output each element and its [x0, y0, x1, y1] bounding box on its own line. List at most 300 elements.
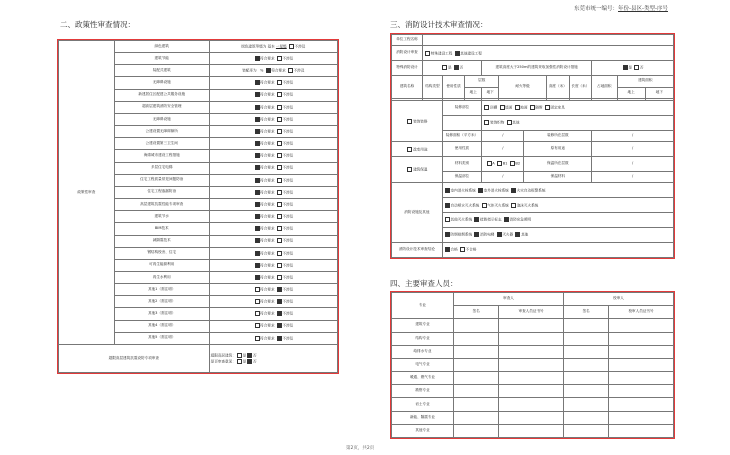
reviewers-grid — [391, 292, 674, 438]
decoration-parts-options1 — [482, 101, 674, 116]
class-b1-checkbox[interactable] — [497, 161, 502, 166]
policy-item-label: 再生水利用 — [114, 271, 209, 283]
original-use-value[interactable]: / — [592, 142, 674, 157]
major-label: 勘察专业 — [392, 385, 454, 398]
outdoor-hydrant-checkbox[interactable] — [478, 188, 483, 193]
comply-checkbox[interactable] — [255, 92, 260, 97]
evac-sign-label: 疏散指示标志 — [480, 217, 502, 222]
reviewer-cert-cell[interactable] — [499, 424, 564, 437]
foam-extinguish-checkbox[interactable] — [511, 203, 516, 208]
policy-item-a: 符合要求 — [260, 299, 275, 304]
special-design-no: 否 — [459, 65, 464, 70]
col-floors: 层数 — [465, 76, 499, 87]
policy-item-b: 不涉及 — [282, 323, 294, 328]
reviewer-sign-cell[interactable] — [454, 358, 499, 371]
reviewer-cert-cell[interactable] — [499, 398, 564, 411]
policy-item-options — [209, 41, 337, 53]
policy-item-label: 绿色建筑 — [114, 41, 209, 53]
high-building-yes: 是 — [628, 65, 632, 70]
unit-name-label: 单位工程名称 — [392, 35, 423, 46]
comply-checkbox[interactable] — [255, 311, 260, 316]
use-nature-label: 使用性质 — [442, 142, 481, 157]
comply-checkbox[interactable] — [255, 80, 260, 85]
original-use-label: 原有用途 — [524, 142, 592, 157]
comply-checkbox[interactable] — [255, 251, 260, 256]
extinguisher-label: 灭火器 — [502, 232, 514, 237]
conclusion-options — [442, 242, 673, 257]
policy-item-options — [209, 150, 337, 162]
policy-item-options — [209, 259, 337, 271]
checker-sign-cell[interactable] — [564, 372, 609, 385]
policy-item-options — [209, 77, 337, 89]
policy-item-b: 不涉及 — [282, 238, 294, 243]
decoration-floor-label: 装修所在层数 — [524, 130, 592, 141]
seismic-q1-yes-checkbox[interactable] — [237, 353, 242, 358]
insulation-part-value[interactable]: / — [482, 172, 524, 183]
policy-item-b: 不涉及 — [293, 68, 305, 73]
use-nature-value[interactable]: / — [482, 142, 524, 157]
policy-item-b: 不涉及 — [282, 141, 294, 146]
insulation-floor-value[interactable]: / — [592, 157, 674, 172]
policy-item-label: 高层建筑抗震性能专项审查 — [114, 199, 209, 211]
insulation-checkbox[interactable] — [407, 167, 412, 172]
decoration-parts-options2 — [482, 116, 674, 131]
material-class-label: 材料类别 — [442, 157, 481, 172]
wall-checkbox[interactable] — [500, 105, 505, 110]
change-use-text: 改变用途 — [413, 147, 428, 152]
policy-item-pct: % — [260, 68, 264, 73]
policy-item-b: 不涉及 — [282, 336, 294, 341]
comply-checkbox[interactable] — [255, 238, 260, 243]
special-project-label: 特殊建设工程 — [430, 51, 453, 56]
policy-item-options — [209, 235, 337, 247]
policy-item-b: 不涉及 — [282, 117, 294, 122]
policy-item-label: 海绵城市建设工程措施 — [114, 150, 209, 162]
class-b1: B1 — [502, 161, 508, 166]
special-design-options — [423, 61, 482, 76]
foam-extinguish-label: 泡沫灭火系统 — [516, 203, 539, 208]
insulation-text: 建筑保温 — [413, 167, 428, 172]
decoration-floor-value[interactable]: / — [592, 130, 674, 141]
checker-cert-cell[interactable] — [609, 358, 674, 371]
checker-cert-cell[interactable] — [609, 424, 674, 437]
policy-item-options — [209, 247, 337, 259]
policy-item-b: 不涉及 — [282, 129, 294, 134]
decoration-parts-label: 装修部位 — [442, 101, 481, 116]
policy-item-b: 不涉及 — [282, 214, 294, 219]
high-building-options — [592, 61, 674, 76]
checker-sign-cell[interactable] — [564, 411, 609, 424]
policy-item-b: 不涉及 — [282, 287, 294, 292]
other-facility-checkbox[interactable] — [515, 232, 520, 237]
reviewer-sign-header: 签名 — [454, 306, 499, 319]
decoration-area-label: 装修面积（平方米） — [442, 130, 481, 141]
indoor-hydrant-label: 室内消火栓系统 — [450, 188, 476, 193]
major-label: 新能、隔震专业 — [392, 411, 454, 424]
other-project-label: 其他建设工程 — [460, 51, 482, 56]
other-extinguish-checkbox[interactable] — [445, 217, 450, 222]
major-label: 结构专业 — [392, 332, 454, 345]
other-facility-label: 其他 — [521, 232, 529, 237]
reviewer-sign-cell[interactable] — [454, 424, 499, 437]
other-project-checkbox[interactable] — [455, 51, 460, 56]
policy-item-a: 符合要求 — [271, 68, 286, 73]
reviewer-sign-cell[interactable] — [454, 372, 499, 385]
policy-item-a: 符合要求 — [260, 287, 275, 292]
emergency-light-checkbox[interactable] — [504, 217, 509, 222]
review-label: 消防设计审查 — [392, 46, 423, 61]
policy-item-label: BIM技术 — [114, 223, 209, 235]
extinguisher-checkbox[interactable] — [497, 232, 502, 237]
fire-review-grid — [391, 34, 674, 258]
comply-checkbox[interactable] — [255, 202, 260, 207]
policy-item-b: 不涉及 — [282, 311, 294, 316]
floor-label: 地面 — [520, 105, 528, 110]
major-label: 给排水专业 — [392, 345, 454, 358]
reviewer-sign-cell[interactable] — [454, 398, 499, 411]
seismic-q2-row — [211, 359, 336, 364]
col-fire-rating: 耐火等级 — [499, 76, 547, 99]
policy-category-label: 政策性审查 — [59, 41, 115, 345]
policy-item-options — [209, 186, 337, 198]
comply-checkbox[interactable] — [255, 190, 260, 195]
policy-item-a: 符合要求 — [260, 92, 275, 97]
fabric-label: 装饰织物 — [489, 120, 505, 125]
comply-checkbox[interactable] — [255, 263, 260, 268]
gas-extinguish-label: 气体灭火系统 — [487, 203, 509, 208]
policy-item-b: 一星级 — [275, 44, 287, 49]
fail-label: 不合格 — [465, 247, 477, 252]
sprinkler-label: 自动喷水灭火系统 — [450, 203, 480, 208]
insulation-part-label: 保温部位 — [442, 172, 481, 183]
section3-title: 三、消防设计技术审查情况： — [390, 20, 488, 29]
reviewer-sign-cell[interactable] — [454, 345, 499, 358]
page-number: 第2页，共2页 — [346, 446, 375, 451]
policy-item-a: 符合要求 — [260, 226, 275, 231]
major-label: 电气专业 — [392, 358, 454, 371]
policy-item-label: 其他4（需注明） — [114, 320, 209, 332]
seismic-q2-no-checkbox[interactable] — [247, 359, 252, 364]
policy-item-label: 住宅工程质量常见问题防治 — [114, 174, 209, 186]
policy-item-label: 无障碍设施 — [114, 113, 209, 125]
policy-item-b: 不涉及 — [282, 251, 294, 255]
facilities-row3 — [442, 213, 673, 228]
decoration-parts-blank — [442, 116, 481, 131]
policy-item-b: 不涉及 — [282, 299, 294, 304]
reviewer-sign-cell[interactable] — [454, 411, 499, 424]
col-land-area: 占地面积 — [592, 76, 617, 99]
special-project-checkbox[interactable] — [425, 51, 430, 56]
other-part-label: 其他 — [512, 120, 520, 125]
reviewer-cert-header: 审查人员证书号 — [499, 306, 564, 319]
policy-item-label: 建筑节能 — [114, 53, 209, 65]
special-design-label: 特殊消防设计 — [392, 61, 423, 76]
high-building-no-checkbox[interactable] — [634, 65, 639, 70]
unified-number — [574, 4, 668, 12]
policy-item-options — [209, 162, 337, 174]
comply-checkbox[interactable] — [255, 299, 260, 304]
comply-checkbox[interactable] — [255, 226, 260, 231]
fire-alarm-checkbox[interactable] — [511, 188, 516, 193]
unified-number-code: 年份-县区-类型-序号 — [618, 6, 668, 12]
class-b2: B2 — [515, 161, 521, 166]
fail-checkbox[interactable] — [460, 247, 465, 252]
policy-item-a: 符合要求 — [260, 56, 275, 61]
policy-item-text: 绿色建筑等级为 — [241, 44, 267, 49]
policy-item-a: 符合要求 — [260, 214, 275, 219]
comply-checkbox[interactable] — [255, 56, 260, 61]
change-use-label — [392, 142, 443, 157]
policy-item-b: 不涉及 — [282, 202, 294, 207]
not-involved-checkbox[interactable] — [288, 68, 293, 73]
gas-extinguish-checkbox[interactable] — [482, 203, 487, 208]
comply-checkbox[interactable] — [255, 178, 260, 183]
policy-item-b: 不涉及 — [282, 80, 294, 85]
floors-above: 地上 — [465, 87, 482, 98]
smoke-exhaust-label: 防烟排烟系统 — [450, 232, 473, 237]
conclusion-label: 消防设计技术审查结论 — [392, 242, 443, 257]
policy-item-a: 符合要求 — [260, 323, 275, 328]
policy-item-a: 符合要求 — [260, 165, 275, 170]
policy-item-b: 不涉及 — [282, 275, 294, 280]
reviewer-cert-cell[interactable] — [499, 332, 564, 345]
policy-item-a: 符合要求 — [260, 263, 275, 268]
policy-item-options — [209, 126, 337, 138]
col-length: 长度（米） — [569, 76, 592, 99]
checker-cert-cell[interactable] — [609, 319, 674, 332]
policy-item-b: 不涉及 — [282, 226, 294, 231]
checker-sign-cell[interactable] — [564, 424, 609, 437]
policy-item-a: 符合要求 — [260, 311, 275, 316]
checker-sign-cell[interactable] — [564, 398, 609, 411]
col-building-name: 建筑名称 — [392, 76, 423, 99]
high-building-no: 否 — [639, 65, 644, 70]
sprinkler-checkbox[interactable] — [445, 203, 450, 208]
policy-item-label: 建筑节水 — [114, 211, 209, 223]
policy-item-b: 不涉及 — [282, 56, 294, 61]
comply-checkbox[interactable] — [255, 153, 260, 158]
indoor-hydrant-checkbox[interactable] — [445, 188, 450, 193]
fire-alarm-label: 火灾自动报警系统 — [516, 188, 546, 193]
col-height: 高度（米） — [547, 76, 570, 99]
comply-checkbox[interactable] — [255, 141, 260, 146]
policy-item-b: 不涉及 — [282, 92, 294, 97]
col-building-area: 建筑面积 — [617, 76, 674, 87]
checker-sign-cell[interactable] — [564, 319, 609, 332]
evac-sign-checkbox[interactable] — [474, 217, 479, 222]
policy-item-b: 不涉及 — [282, 165, 294, 170]
wall-label: 墙面 — [505, 105, 513, 110]
policy-item-a: 符合要求 — [260, 153, 275, 158]
facilities-row4 — [442, 228, 673, 243]
policy-item-c: 不涉及 — [294, 44, 306, 49]
other-extinguish-label: 其他灭火系统 — [450, 217, 473, 222]
section4-title: 四、主要审查人员： — [390, 279, 458, 288]
insulation-floor-label: 保温所在层数 — [524, 157, 592, 172]
pass-label: 合格 — [450, 247, 458, 252]
material-class-options — [482, 157, 524, 172]
major-label: 岩土专业 — [392, 398, 454, 411]
policy-item-a: 符合要求 — [260, 251, 275, 255]
area-below: 地下 — [645, 87, 673, 98]
checker-cert-cell[interactable] — [609, 372, 674, 385]
reviewer-header: 审查人 — [454, 293, 564, 306]
major-label: 其他专业 — [392, 424, 454, 437]
policy-item-b: 不涉及 — [282, 263, 294, 268]
policy-review-table — [57, 39, 339, 374]
policy-item-a: 符合要求 — [260, 129, 275, 134]
reviewer-sign-cell[interactable] — [454, 319, 499, 332]
checker-sign-cell[interactable] — [564, 345, 609, 358]
policy-item-options — [209, 211, 337, 223]
insulation-material-value[interactable]: / — [592, 172, 674, 183]
major-label: 暖通、燃气专业 — [392, 372, 454, 385]
policy-item-a: 符合要求 — [260, 336, 275, 341]
checker-cert-cell[interactable] — [609, 332, 674, 345]
comply-checkbox[interactable] — [255, 105, 260, 110]
checker-sign-cell[interactable] — [564, 358, 609, 371]
policy-item-options — [209, 65, 337, 77]
outdoor-hydrant-label: 室外消火栓系统 — [483, 188, 509, 193]
not-involved-checkbox[interactable] — [289, 44, 294, 49]
checker-cert-cell[interactable] — [609, 398, 674, 411]
policy-item-label: 新建居住区配建公共服务设施 — [114, 89, 209, 101]
major-header: 专业 — [392, 293, 454, 319]
reviewers-table — [390, 291, 675, 439]
decoration-checkbox[interactable] — [407, 119, 412, 124]
area-above: 地上 — [617, 87, 645, 98]
policy-item-options — [209, 271, 337, 283]
policy-item-b: 不涉及 — [282, 105, 294, 110]
policy-item-options — [209, 89, 337, 101]
policy-item-a: 符合要求 — [260, 178, 275, 183]
insulation-material-label: 保温材料 — [524, 172, 592, 183]
facilities-row2 — [442, 198, 673, 213]
fire-review-table — [390, 33, 675, 259]
checker-sign-cell[interactable] — [564, 332, 609, 345]
seismic-q1-no: 否 — [252, 353, 257, 358]
col-usage: 使用性质 — [442, 76, 465, 99]
comply-checkbox[interactable] — [255, 117, 260, 122]
policy-item-options — [209, 320, 337, 332]
policy-item-options — [209, 284, 337, 296]
fire-elevator-label: 消防电梯 — [480, 232, 495, 237]
policy-item-options — [209, 199, 337, 211]
seismic-q1-no-checkbox[interactable] — [247, 353, 252, 358]
reviewer-sign-cell[interactable] — [454, 332, 499, 345]
seismic-review-options — [209, 345, 337, 373]
policy-item-b: 不涉及 — [282, 153, 294, 158]
major-label: 建筑专业 — [392, 319, 454, 332]
review-options — [423, 46, 674, 61]
unified-number-label: 东莞市统一编号： — [574, 6, 619, 12]
seismic-q2-yes: 是 — [242, 359, 247, 363]
seismic-q2-yes-checkbox[interactable] — [237, 359, 242, 364]
policy-item-options — [209, 308, 337, 320]
other-part-checkbox[interactable] — [507, 120, 512, 125]
comply-checkbox[interactable] — [255, 165, 260, 170]
pass-checkbox[interactable] — [445, 247, 450, 252]
policy-item-label: 其他2（需注明） — [114, 296, 209, 308]
comply-checkbox[interactable] — [255, 214, 260, 219]
policy-item-label: 装配式建筑 — [114, 65, 209, 77]
section2-title: 二、政策性审查情况： — [60, 20, 135, 29]
ceiling-label: 顶棚 — [489, 105, 498, 110]
decoration-text: 装饰装修 — [413, 119, 428, 124]
policy-item-options — [209, 174, 337, 186]
comply-checkbox[interactable] — [255, 287, 260, 292]
policy-item-a: 符合要求 — [260, 202, 275, 207]
policy-item-options — [209, 138, 337, 150]
class-a-checkbox[interactable] — [487, 161, 495, 166]
facilities-row1 — [442, 183, 673, 198]
comply-checkbox[interactable] — [255, 323, 260, 328]
reviewer-cert-cell[interactable] — [499, 411, 564, 424]
policy-item-label: 超高层建筑消防安全管理 — [114, 101, 209, 113]
policy-item-label: 公建设置无障碍厕所 — [114, 126, 209, 138]
policy-item-label: 其他5（需注明） — [114, 332, 209, 344]
floor-checkbox[interactable] — [515, 105, 520, 110]
policy-item-a: 符合要求 — [260, 105, 275, 110]
policy-item-label: 减隔震技术 — [114, 235, 209, 247]
reviewer-cert-cell[interactable] — [499, 345, 564, 358]
partition-label: 隔断 — [535, 105, 543, 110]
comply-checkbox[interactable] — [255, 129, 260, 134]
policy-item-a: 基本 — [267, 44, 275, 49]
policy-item-label: 可再生能源利用 — [114, 259, 209, 271]
comply-checkbox[interactable] — [255, 336, 260, 341]
special-design-yes-checkbox[interactable] — [442, 65, 447, 70]
policy-item-a: 符合要求 — [260, 80, 275, 85]
seismic-q1-yes: 是 — [242, 353, 247, 358]
policy-item-label: 多层住宅电梯 — [114, 162, 209, 174]
policy-item-a: 符合要求 — [260, 238, 275, 243]
reviewer-cert-cell[interactable] — [499, 372, 564, 385]
ceiling-checkbox[interactable] — [484, 105, 489, 110]
decoration-label — [392, 101, 443, 142]
change-use-checkbox[interactable] — [407, 147, 412, 152]
reviewer-cert-cell[interactable] — [499, 358, 564, 371]
checker-sign-cell[interactable] — [564, 385, 609, 398]
unit-name-value[interactable] — [423, 35, 674, 46]
reviewer-cert-cell[interactable] — [499, 319, 564, 332]
fire-elevator-checkbox[interactable] — [474, 232, 479, 237]
policy-item-a: 符合要求 — [260, 141, 275, 146]
special-design-yes: 是 — [447, 65, 452, 70]
fabric-checkbox[interactable] — [484, 120, 489, 125]
policy-item-b: 不涉及 — [282, 178, 294, 183]
policy-item-a: 符合要求 — [260, 275, 275, 280]
comply-checkbox[interactable] — [255, 275, 260, 280]
reviewer-cert-cell[interactable] — [499, 385, 564, 398]
col-structure: 结构类型 — [423, 76, 443, 99]
seismic-q2: 是否审查意见： — [210, 359, 236, 363]
policy-item-text: 装配率为 — [242, 68, 257, 73]
policy-item-label: 无障碍设施 — [114, 77, 209, 89]
decoration-area-value[interactable]: / — [482, 130, 524, 141]
checker-cert-cell[interactable] — [609, 385, 674, 398]
reviewer-sign-cell[interactable] — [454, 385, 499, 398]
policy-item-options — [209, 101, 337, 113]
checker-cert-cell[interactable] — [609, 345, 674, 358]
facilities-label: 消防设施及其他 — [392, 183, 443, 242]
smoke-exhaust-checkbox[interactable] — [445, 232, 450, 237]
policy-item-label: 住宅工程渗漏防治 — [114, 186, 209, 198]
policy-item-options — [209, 53, 337, 65]
checker-cert-cell[interactable] — [609, 411, 674, 424]
floors-below: 地下 — [482, 87, 499, 98]
insulation-label — [392, 157, 443, 183]
